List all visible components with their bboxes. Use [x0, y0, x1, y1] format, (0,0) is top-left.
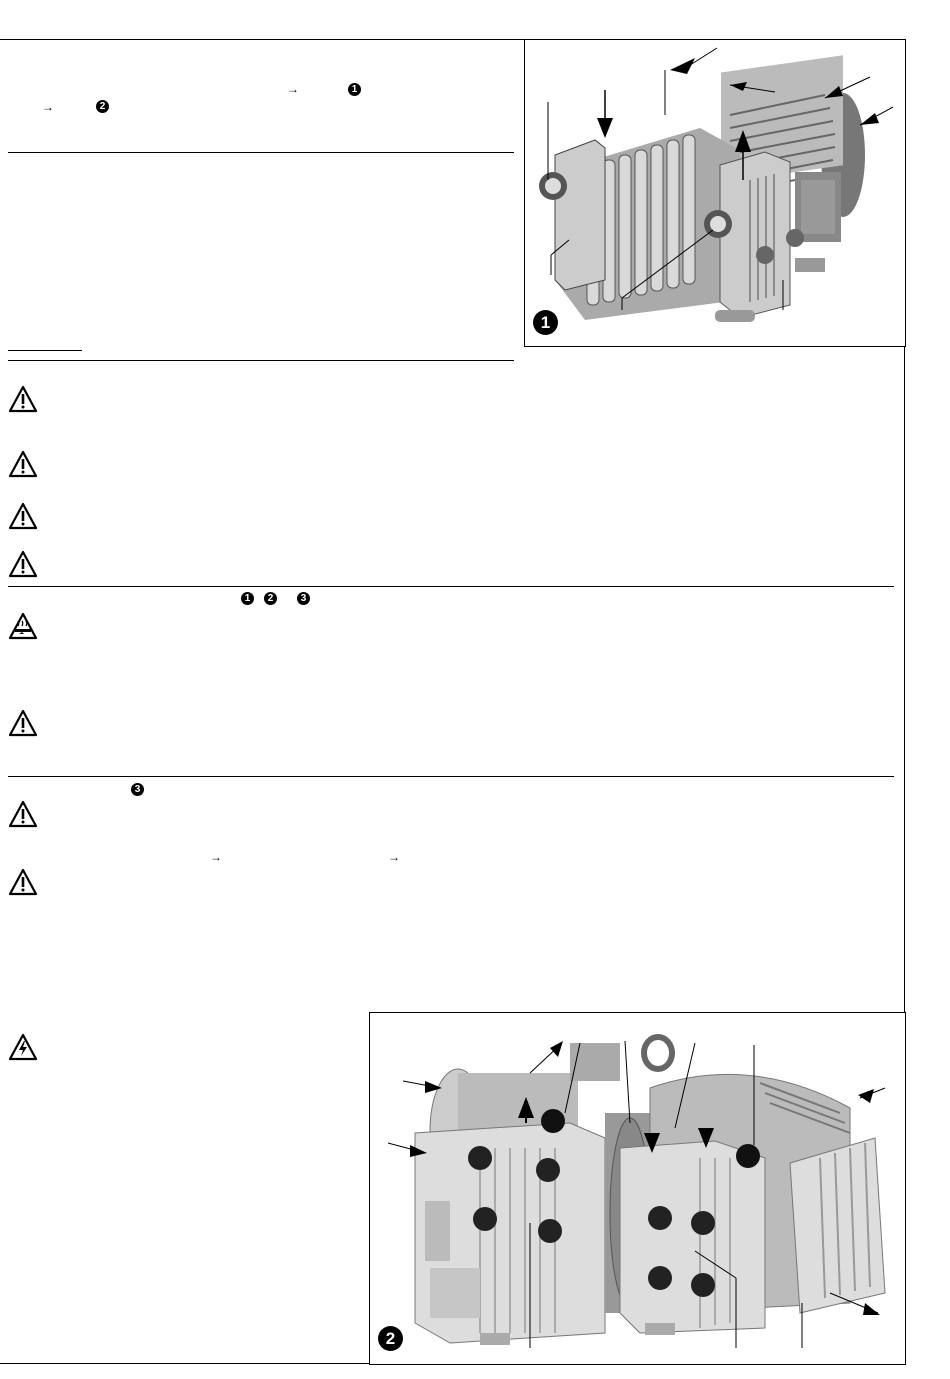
electrical-hazard-icon	[8, 1033, 38, 1061]
figure-ref-marker-2: 2	[96, 100, 109, 113]
section-divider	[8, 360, 514, 361]
ref-arrow: →	[210, 850, 222, 864]
section-divider	[8, 776, 894, 777]
figure-ref-marker-1: 1	[241, 592, 254, 605]
short-underline	[8, 350, 82, 351]
figure-ref-marker-3: 3	[131, 783, 144, 796]
figure-1-frame	[524, 39, 906, 347]
figure-2-number: 2	[378, 1326, 403, 1351]
pump-illustration-2	[370, 1013, 905, 1364]
ref-arrow: →	[388, 850, 400, 864]
warning-triangle-icon	[8, 385, 38, 413]
section-divider	[8, 152, 514, 153]
section-divider	[8, 586, 894, 587]
warning-triangle-icon	[8, 709, 38, 737]
figure-ref-marker-3: 3	[297, 592, 310, 605]
warning-triangle-icon	[8, 800, 38, 828]
figure-1-number: 1	[533, 310, 558, 335]
warning-triangle-icon	[8, 868, 38, 896]
ref-arrow: →	[287, 82, 299, 96]
pump-illustration-1	[525, 40, 905, 346]
figure-ref-marker-2: 2	[264, 592, 277, 605]
figure-ref-marker-1: 1	[348, 83, 361, 96]
warning-triangle-icon	[8, 550, 38, 578]
ref-arrow: →	[42, 100, 54, 114]
hot-surface-warning-icon	[8, 612, 38, 640]
figure-2-frame	[369, 1012, 906, 1365]
warning-triangle-icon	[8, 502, 38, 530]
warning-triangle-icon	[8, 450, 38, 478]
